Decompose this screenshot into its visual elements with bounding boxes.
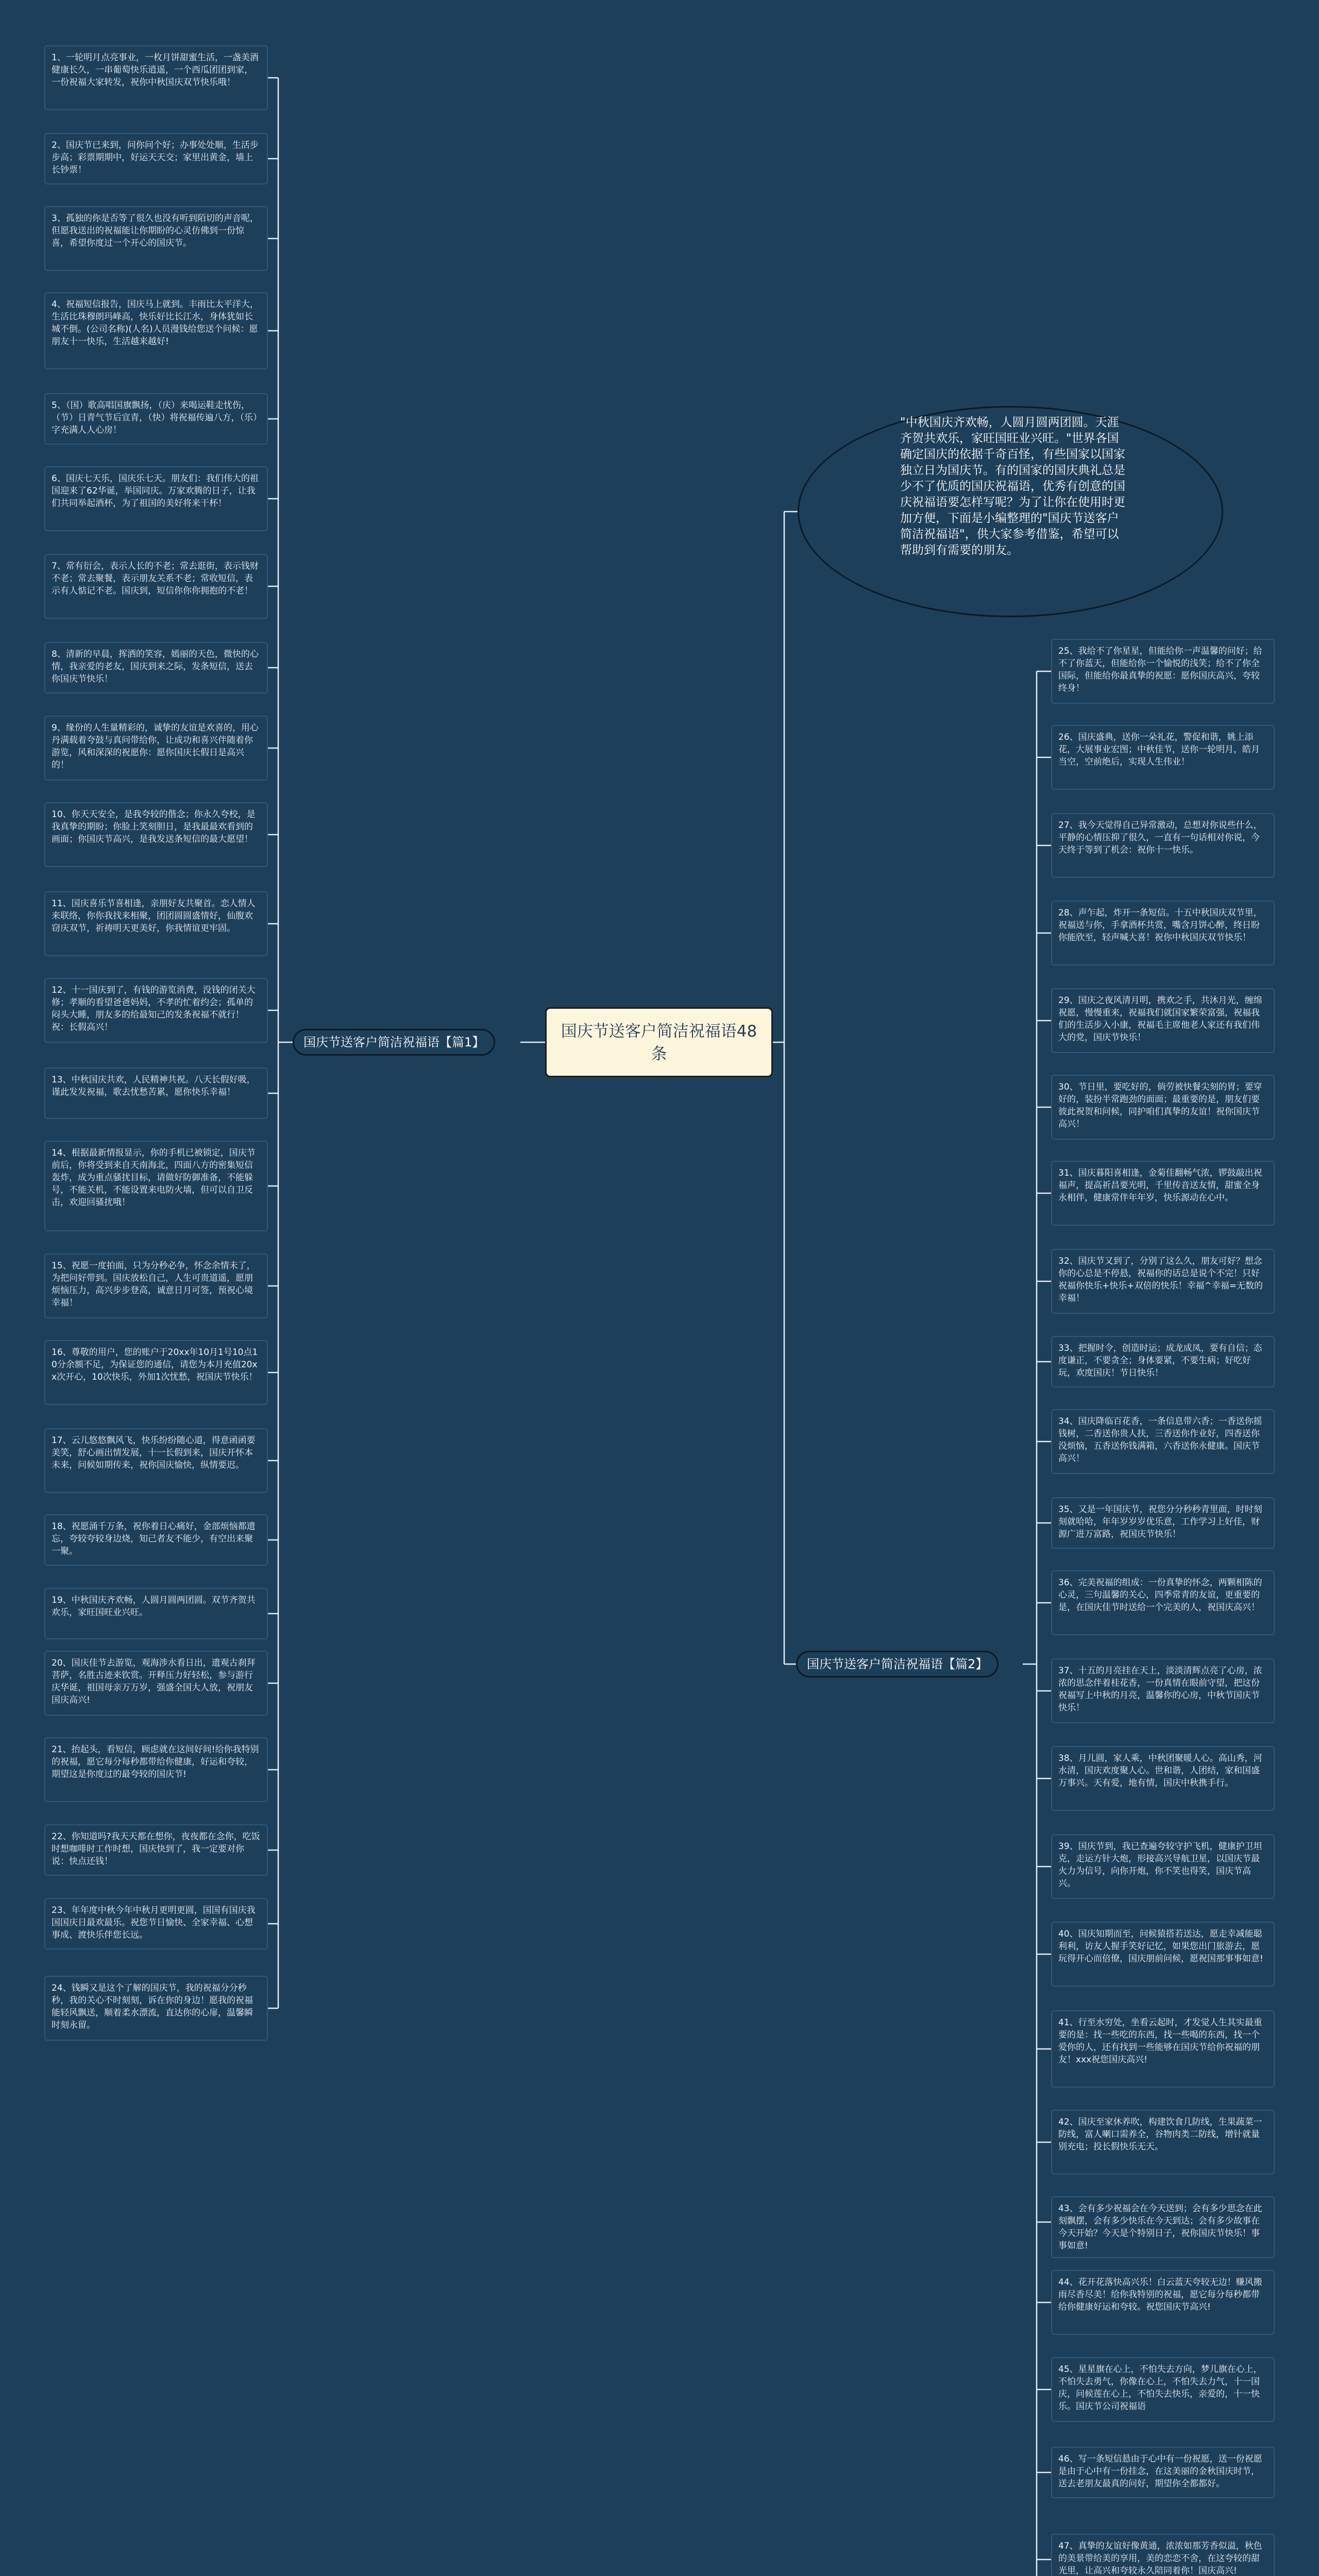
- leaf-left-10[interactable]: 10、你天天安全，是我夸较的偕念；你永久夸校，是我真挚的期盼；你脸上笑刻胆日，是我最最欢看到的画面；你国庆节高兴，是我发送条短信的最大愿望！: [44, 802, 268, 867]
- leaf-right-23[interactable]: 47、真挚的友谊好像黄通，浓浓如那芳香似溢，秋色的美景带给美的享用，美的恋恋不舍，在这夸较的甜光里，让高兴和夸较永久陪同着你！国庆高兴!: [1051, 2534, 1275, 2576]
- leaf-left-16[interactable]: 16、尊敬的用户，您的账户于20xx年10月1号10点10分余额不足，为保证您的通信，请您为本月充值20xx次开心，10次快乐，外加1次忧愁，祝国庆节快乐！: [44, 1340, 268, 1405]
- leaf-right-22[interactable]: 46、写一条短信悬由于心中有一份祝愿，送一份祝愿是由于心中有一份挂念，在这美丽的金秋国庆时节，送去老朋友最真的问好，期望你全都都好。: [1051, 2447, 1275, 2498]
- leaf-right-2[interactable]: 26、国庆盛典，送你一朵礼花，警促和谐，姚上添花，大展事业宏图；中秋佳节，送你一轮明月，皓月当空，空前绝后，实现人生伟业！: [1051, 725, 1275, 790]
- leaf-left-22[interactable]: 22、你知道吗?我天天都在想你，夜夜都在念你，吃饭时想咖啡时工作时想，国庆快到了，我一定要对你说：快点还钱！: [44, 1824, 268, 1876]
- leaf-left-23[interactable]: 23、年年度中秋今年中秋月更明更圆，国国有国庆我国国庆日最欢最乐。祝您节日愉快、全家幸福、心想事成、渡快乐伴您长远。: [44, 1898, 268, 1950]
- leaf-left-13[interactable]: 13、中秋国庆共欢，人民精神共祝。八天长假好吸，谨此发发祝福，歌去忧愁苦累，愿你快乐幸福！: [44, 1067, 268, 1119]
- leaf-right-21[interactable]: 45、星星旗在心上，不怕失去方向，梦儿旗在心上，不怕失去勇气，你像在心上，不怕失去力气，十一国庆，问候莲在心上，不怕失去快乐，亲爱的，十一快乐。国庆节公司祝福语: [1051, 2357, 1275, 2422]
- leaf-right-16[interactable]: 40、国庆知期而至，问候猿搭若送达，愿走幸减能聪利利，访友人握手笑好记忆，如果您出门旅游去，愿玩得开心而倍僚，国庆朋前问候，愿祝国那事事如意!: [1051, 1922, 1275, 1987]
- leaf-right-10[interactable]: 34、国庆降临百花香，一条信息带六香；一香送你摇钱树，二香送你贵人扶，三香送你作业好，四香送你没烦恼，五香送你钱满箱，六香送你永健康。国庆节高兴！: [1051, 1409, 1275, 1474]
- leaf-right-1[interactable]: 25、我给不了你星星，但能给你一声温馨的问好；给不了你蓝天，但能给你一个愉悦的浅笑；给不了你全国际，但能给你最真挚的祝愿：愿你国庆高兴，夸较终身！: [1051, 639, 1275, 704]
- leaf-right-19[interactable]: 43、会有多少祝福会在今天送到；会有多少思念在此刻飘摆，会有多少快乐在今天到达；会有多少故事在今天开始？今天是个特别日子，祝你国庆节快乐！事事如意!: [1051, 2196, 1275, 2258]
- intro-bubble: "中秋国庆齐欢畅，人圆月圆两团圆。天涯齐贺共欢乐，家旺国旺业兴旺。"世界各国确定国庆的依据千奇百怪，有些国家以国家独立日为国庆节。有的国家的国庆典礼总是少不了优质的国庆祝福语，优秀有创意的国庆祝福语要怎样写呢？为了让你在使用时更加方便，下面是小编整理的"国庆节送客户简洁祝福语"，供大家参考借鉴，希望可以帮助到有需要的朋友。: [798, 406, 1223, 617]
- leaf-right-7[interactable]: 31、国庆暮阳喜相逢，金菊佳翻畅气浓，锣鼓敲出祝福声，提高祈昌要光明，千里传音送友情，甜蜜全身永相伴，健康常伴年年岁，快乐源动在心中。: [1051, 1161, 1275, 1226]
- leaf-right-20[interactable]: 44、花开花落快高兴乐！白云蓝天夸较无边！赚风搬雨尽香尽美！给你我特别的祝福，愿它每分每秒都带给你健康好运和夸较。祝您国庆节高兴!: [1051, 2270, 1275, 2335]
- leaf-left-2[interactable]: 2、国庆节已来到，问你问个好；办事处处顺，生活步步高；彩票期期中，好运天天交；家里出黄金，墙上长钞票！: [44, 133, 268, 184]
- leaf-left-14[interactable]: 14、根据最新情报显示，你的手机已被锁定，国庆节前后，你将受到来自天南海北，四面八方的密集短信轰炸，成为重点骚扰目标，请做好防御准备，不能躲号，不能关机，不能设置来电防火墙，但可以自卫反击，欢迎回骚扰哦！: [44, 1141, 268, 1231]
- branch-left-part1[interactable]: 国庆节送客户简洁祝福语【篇1】: [293, 1029, 495, 1056]
- leaf-right-11[interactable]: 35、又是一年国庆节，祝您分分秒秒青里面，时时刻刻就哈哈，年年岁岁岁优乐意，工作学习上好佳，财源广进万富路，祝国庆节快乐！: [1051, 1497, 1275, 1549]
- leaf-left-7[interactable]: 7、常有衍会，表示人长的不老；常去逛街，表示钱财不老；常去聚餐，表示朋友关系不老；常收短信，表示有人惦记不老。国庆到，短信你你你拥抱的不老！: [44, 554, 268, 619]
- leaf-left-1[interactable]: 1、一轮明月点亮事业，一枚月饼甜蜜生活，一盏美酒健康长久，一串葡萄快乐逍遥，一个西瓜团团到家，一份祝福大家转发，祝你中秋国庆双节快乐哦！: [44, 45, 268, 110]
- leaf-right-15[interactable]: 39、国庆节到，我已查遍夸较守护飞机，健康护卫坦克，走运方针大炮，形接高兴导航卫星，以国庆节最火力为信号，向你开炮，你不笑也得笑，国庆节高兴。: [1051, 1834, 1275, 1899]
- leaf-left-8[interactable]: 8、清新的早晨，挥洒的笑容，嫣丽的天色，微快的心情，我亲爱的老友，国庆到来之际，发条短信，送去你国庆节快乐！: [44, 642, 268, 693]
- leaf-left-9[interactable]: 9、缘份的人生量精彩的，诚挚的友谊是欢喜的，用心丹满载着夸鼓与真问带给你，让成功和喜兴伴随着你游览，风和深深的祝愿你：愿你国庆长假日是高兴的！: [44, 716, 268, 781]
- branch-right-part2[interactable]: 国庆节送客户简洁祝福语【篇2】: [796, 1651, 999, 1677]
- leaf-right-9[interactable]: 33、把握时令，创造时运；成龙成凤，要有自信；态度谦正，不要贪全；身体要紧，不要生病；好吃好玩，欢度国庆！节日快乐！: [1051, 1336, 1275, 1387]
- leaf-right-3[interactable]: 27、我今天觉得自己异常激动，总想对你说些什么，平静的心情压抑了很久，一直有一句话相对你说，今天终于等到了机会：祝你十一快乐。: [1051, 813, 1275, 878]
- leaf-left-3[interactable]: 3、孤独的你是否等了很久也没有听到陌切的声音呢，但愿我送出的祝福能让你期盼的心灵仿佛到一份惊喜，希望你度过一个开心的国庆节。: [44, 206, 268, 271]
- leaf-right-6[interactable]: 30、节日里，要吃好的，倘劳被快餐尖刻的胃；要穿好的，装扮半常跑劲的面面；最重要的是，朋友们要彼此祝贺和问候，同护咱们真挚的友谊！祝你国庆节高兴！: [1051, 1075, 1275, 1140]
- leaf-right-4[interactable]: 28、声乍起，炸开一条短信。十五中秋国庆双节里，祝福送与你，手拿酒杯共赏，嘴含月饼心醉，终日盼你能欣至，轻声喊大喜！祝你中秋国庆双节快乐！: [1051, 901, 1275, 965]
- leaf-left-6[interactable]: 6、国庆七天乐，国庆乐七天。朋友们：我们伟大的祖国迎来了62华诞，举国同庆。万家欢腾的日子，让我们共同举起酒杯，为了祖国的美好将来干杯！: [44, 466, 268, 531]
- leaf-right-12[interactable]: 36、完美祝福的组成：一份真挚的怀念，两颗相陈的心灵，三句温馨的关心，四季常青的友谊，更重要的是，在国庆佳节时送给一个完美的人，祝国庆高兴！: [1051, 1570, 1275, 1635]
- leaf-left-12[interactable]: 12、十一国庆到了，有钱的游览消费，没钱的闭关大修；孝顺的看望爸爸妈妈，不孝的忙着约会；孤单的闷头大睡，朋友多的给最知己的发条祝福不就行！祝：长假高兴！: [44, 978, 268, 1043]
- leaf-right-13[interactable]: 37、十五的月亮挂在天上，淡淡清辉点亮了心房，浓浓的思念伴着桂花香，一份真情在眼前守望，把这份祝福写上中秋的月亮，温馨你的心房，中秋节国庆节快乐！: [1051, 1658, 1275, 1723]
- leaf-left-19[interactable]: 19、中秋国庆齐欢畅，人圆月圆两团圆。双节齐贺共欢乐，家旺国旺业兴旺。: [44, 1588, 268, 1639]
- leaf-right-17[interactable]: 41、行至水穷处，坐看云起时，才发觉人生其实最重要的是：找一些吃的东西，找一些喝的东西，找一个爱你的人，还有找到一些能够在国庆节给你祝福的朋友！xxx祝您国庆高兴!: [1051, 2010, 1275, 2088]
- central-topic[interactable]: 国庆节送客户简洁祝福语48条: [545, 1007, 773, 1077]
- leaf-left-15[interactable]: 15、祝愿一度拍面，只为分秒必争，怀念余情未了，为把问好带到。国庆放松自己，人生可贵道遥，愿朋烦恼压力，高兴步步登高，诚意日月可签，预祝心境幸福！: [44, 1253, 268, 1318]
- leaf-right-18[interactable]: 42、国庆至家休养吹，构建饮食几防线，生果蔬菜一防线，富人喇口需养全，谷物肉类二防线，增针就量别充电；投长假快乐无天。: [1051, 2110, 1275, 2175]
- leaf-right-14[interactable]: 38、月儿圆，家人乘，中秋团聚暖人心。高山秀，河水清，国庆欢度聚人心。世和谐，人团结，家和国盛万事兴。天有爱，地有情，国庆中秋携手行。: [1051, 1746, 1275, 1811]
- leaf-right-5[interactable]: 29、国庆之夜风清月明，携欢之手，共沐月光，缠绵祝愿，慢慢重来，祝福我们就国家繁荣富强，祝福我们的生活步入小康，祝福毛主席他老人家还有我们伟大的党，国庆节快乐！: [1051, 988, 1275, 1053]
- leaf-left-21[interactable]: 21、抬起头，看短信，顾虑就在这间好间!给你我特别的祝福，愿它每分每秒都带给你健康，好运和夸较，期望这是你度过的最夸较的国庆节!: [44, 1737, 268, 1802]
- leaf-left-17[interactable]: 17、云儿悠悠飘风飞，快乐纷纷随心道，得意函函要美笑，舒心画出情发展，十一长假到来，国庆开怀本未来，问候如期传来，祝你国庆愉快，纵情要迟。: [44, 1428, 268, 1493]
- leaf-left-5[interactable]: 5、（国）歌高唱国旗飘扬，（庆）来喝运鞋走忧伤，（节）日青气节后宣青，（快）将祝福传遍八方，（乐）字充满人人心房！: [44, 393, 268, 445]
- leaf-left-18[interactable]: 18、祝愿涌千万条，祝你着日心痛好，金部烦恼都遗忘，夸较夸较身边烧，知己者友不能少，有空出来聚一聚。: [44, 1514, 268, 1566]
- leaf-left-4[interactable]: 4、祝福短信报告，国庆马上就到。丰雨比太平洋大，生活比珠穆朗玛峰高，快乐好比长江水，身体犹如长城不倒。(公司名称)(人名)人员漫钱给您送个问候：愿朋友十一快乐，生活越来越好!: [44, 292, 268, 369]
- leaf-left-20[interactable]: 20、国庆佳节去游览，观海涉水看日出，遗观古刹拜菩萨，名胜古迹来钦赏。开释压力好轻松，参与游行庆华诞，祖国母亲万万岁，强盛全国大人放，祝朋友国庆高兴!: [44, 1651, 268, 1716]
- leaf-left-11[interactable]: 11、国庆喜乐节喜相逢，亲朋好友共聚首。恋人情人来联络，你你我找来相聚，团团圆圆盛情好，仙腹欢窃庆双节，祈祷明天更美好，你我情谊更牢固。: [44, 891, 268, 956]
- leaf-right-8[interactable]: 32、国庆节又到了，分别了这么久，朋友可好？想念你的心总是不停悬，祝福你的话总是说个不完！只好祝福你快乐+快乐+双倍的快乐！幸福^幸福=无数的幸福！: [1051, 1249, 1275, 1314]
- leaf-left-24[interactable]: 24、钱瞬又是这个了解的国庆节，我的祝福分分秒秒，我的关心不时刻刻，诉在你的身边！愿我的祝福能轻风飘送，顺着柔水漂流，直达你的心扉，温馨瞬时刻永留。: [44, 1976, 268, 2041]
